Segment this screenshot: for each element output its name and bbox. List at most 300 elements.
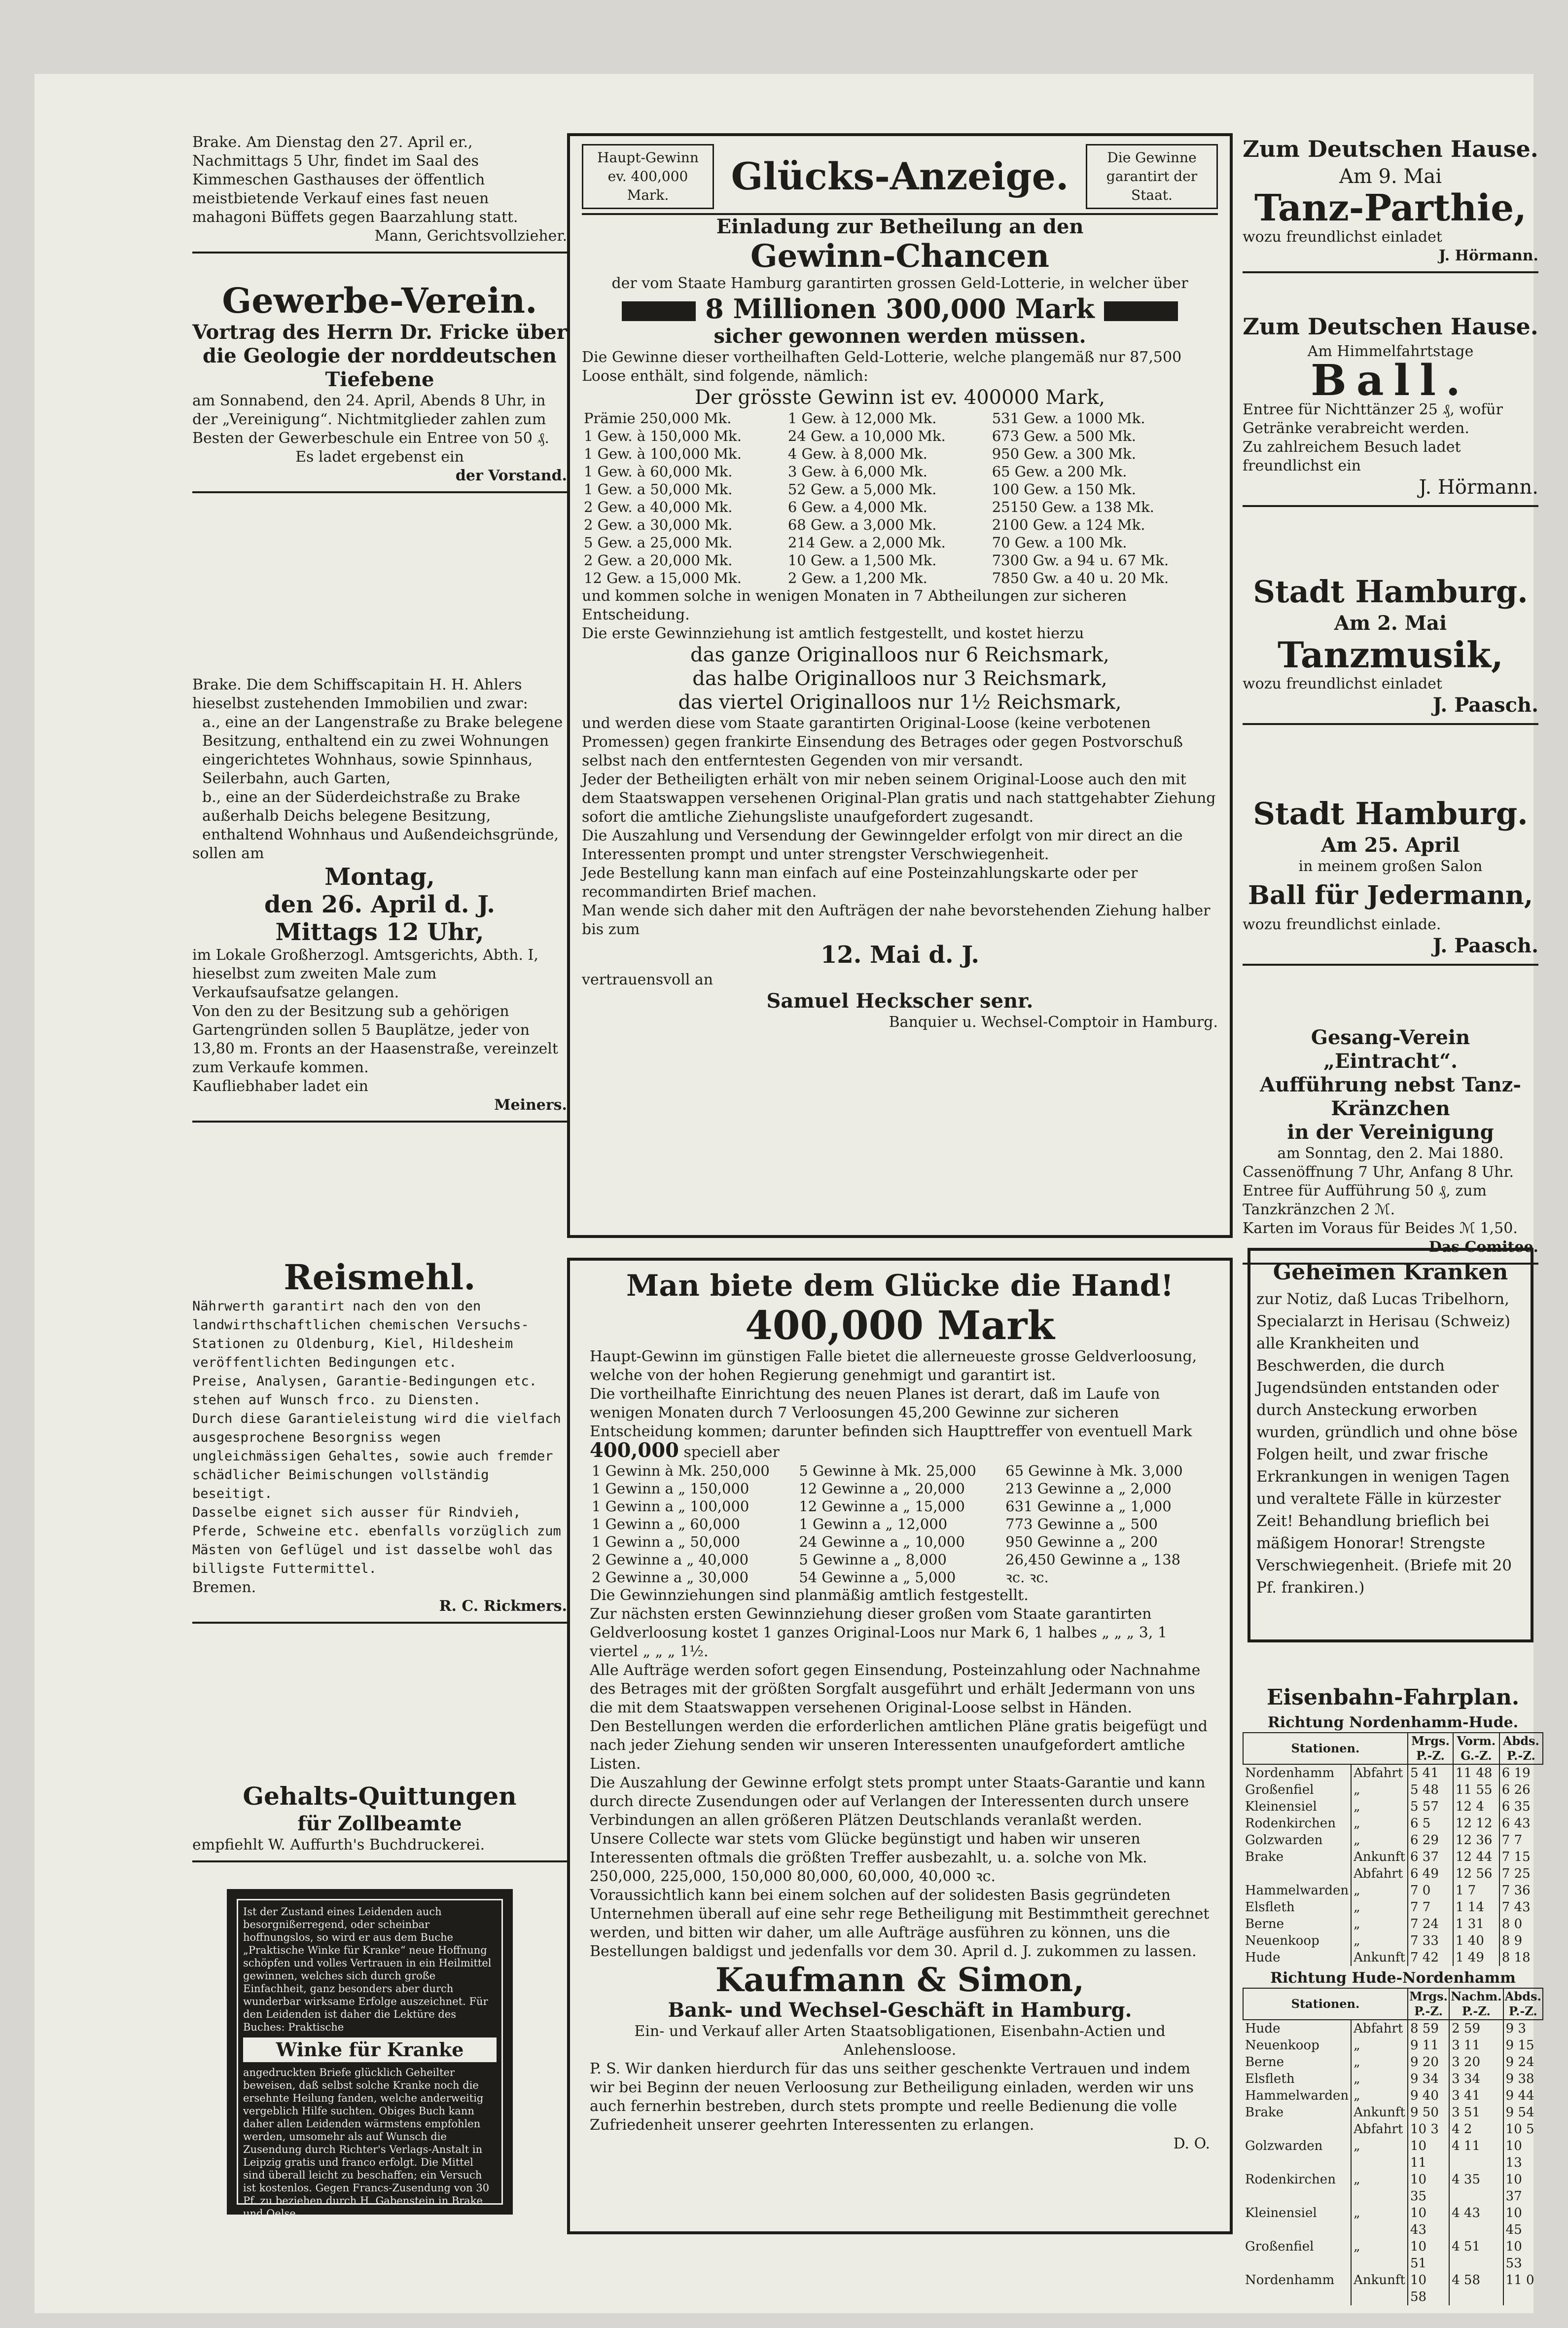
- fahrplan-2-row: [1243, 2037, 1543, 2054]
- fahrplan-1-row: [1243, 1798, 1543, 1815]
- fahrplan-1-cell: „: [1351, 1916, 1408, 1932]
- fahrplan-1-cell: 8 9: [1499, 1932, 1543, 1949]
- fahrplan-2-cell: 4 11: [1449, 2138, 1503, 2171]
- gluecks-para8: Man wende sich daher mit den Aufträgen der nahe bevorstehenden Ziehung halber bis zum: [582, 902, 1211, 938]
- brake-immobilien-signature: Meiners.: [494, 1096, 567, 1114]
- gluecks-prize-cell: 1 Gew. a 50,000 Mk.: [584, 481, 733, 498]
- ad-brake-immobilien: [192, 676, 567, 1128]
- fahrplan-2-row: [1243, 2104, 1543, 2121]
- fahrplan-2-cell: 2 59: [1449, 2020, 1503, 2037]
- dh2-body2: Zu zahlreichem Besuch ladet freundlichst ein: [1243, 438, 1461, 474]
- fahrplan-1-cell: 12 12: [1453, 1815, 1499, 1832]
- fahrplan-2-cell: „: [1351, 2054, 1408, 2071]
- fahrplan-1-cell: 7 0: [1408, 1882, 1453, 1899]
- brake-auction-signature: Mann, Gerichtsvollzieher.: [374, 227, 567, 245]
- hand-prize-cell: 1 Gewinn a „ 50,000: [592, 1533, 740, 1550]
- ad-gesang-verein: [1243, 1026, 1538, 1271]
- dh2-event: Ball.: [1311, 356, 1470, 405]
- fahrplan-2-cell: 10 58: [1408, 2272, 1449, 2305]
- fahrplan-2-cell: 9 54: [1503, 2104, 1543, 2121]
- fahrplan-1-cell: 6 49: [1408, 1865, 1453, 1882]
- fahrplan-2-cell: 3 34: [1449, 2071, 1503, 2087]
- fahrplan-2-cell: 3 20: [1449, 2054, 1503, 2071]
- ad-stadt-hamburg-2: [1243, 794, 1538, 972]
- ges-title: Gesang-Verein „Eintracht“.: [1311, 1026, 1470, 1073]
- fahrplan-1-cell: 1 49: [1453, 1949, 1499, 1966]
- fahrplan-1-cell: 11 55: [1453, 1782, 1499, 1798]
- fahr-title: Eisenbahn-Fahrplan.: [1266, 1685, 1520, 1710]
- gluecks-prize-row: [582, 551, 1218, 569]
- black-bar-left: [622, 301, 696, 321]
- fahrplan-1-cell: „: [1351, 1832, 1408, 1849]
- gluecks-prize-cell: 950 Gew. a 300 Mk.: [992, 445, 1136, 462]
- fahrplan-2-cell: Elsfleth: [1245, 2072, 1295, 2086]
- fahrplan-1-cell: 12 4: [1453, 1798, 1499, 1815]
- hand-para6: Den Bestellungen werden die erforderlichen amtlichen Pläne gratis beigefügt und nach jeder Ziehung senden wir unseren Interessenten unaufgefordert amtliche Listen.: [590, 1718, 1208, 1773]
- fahr-dir1: Richtung Nordenhamm-Hude.: [1267, 1714, 1519, 1731]
- gluecks-prize-cell: 7300 Gw. a 94 u. 67 Mk.: [992, 552, 1169, 569]
- fahrplan-1-cell: 7 43: [1499, 1899, 1543, 1916]
- dh1-event: Tanz-Parthie,: [1254, 187, 1527, 229]
- hand-title: Man biete dem Glücke die Hand!: [626, 1269, 1174, 1303]
- fahrplan-1-row: [1243, 1916, 1543, 1932]
- fahrplan-2-cell: Großenfiel: [1245, 2239, 1314, 2254]
- column-right: [1243, 133, 1568, 2304]
- fahrplan-1-row: [1243, 1832, 1543, 1849]
- hand-firm3: Ein- und Verkauf aller Arten Staatsobligationen, Eisenbahn-Actien und Anlehensloose.: [634, 2023, 1166, 2059]
- fahrplan-1-cell: „: [1351, 1815, 1408, 1832]
- kranke-title: Winke für Kranke: [243, 2037, 497, 2062]
- fahrplan-2-cell: 4 35: [1449, 2171, 1503, 2205]
- fahrplan-2-cell: [1243, 2121, 1351, 2138]
- hand-prize-cell: 54 Gewinne a „ 5,000: [799, 1569, 956, 1586]
- divider: [192, 1860, 567, 1862]
- fahrplan-2-row: [1243, 2020, 1543, 2037]
- gluecks-prize-cell: 673 Gew. a 500 Mk.: [992, 428, 1136, 444]
- gluecks-prize-cell: 3 Gew. à 6,000 Mk.: [787, 463, 927, 480]
- divider: [192, 1121, 567, 1123]
- gluecks-prize-cell: 531 Gew. a 1000 Mk.: [992, 410, 1145, 427]
- gewerbe-subtitle: Vortrag des Herrn Dr. Fricke über die Geologie der norddeutschen Tiefebene: [192, 321, 567, 391]
- hand-firm: Kaufmann & Simon,: [715, 1961, 1085, 1999]
- fahrplan-2-cell: 9 50: [1408, 2104, 1449, 2121]
- fahrplan-1-cell: Abfahrt: [1351, 1865, 1408, 1882]
- ad-brake-auction: [192, 133, 567, 259]
- fahrplan-1-cell: Elsfleth: [1245, 1900, 1295, 1915]
- gluecks-prize-row: [582, 463, 1218, 480]
- fahrplan-2-cell: 10 13: [1503, 2138, 1543, 2171]
- fahrplan-2-row: [1243, 2071, 1543, 2087]
- gluecks-right-box: Die Gewinne garantirt der Staat.: [1086, 144, 1218, 209]
- gluecks-left-box: Haupt-Gewinn ev. 400,000 Mark.: [582, 144, 714, 209]
- reismehl-body4: Dasselbe eignet sich ausser für Rindvieh, Pferde, Schweine etc. ebenfalls vorzüglich zum Mästen von Geflügel und ist dasselbe wohl das billigste Futtermittel.: [192, 1505, 561, 1576]
- fahrplan-2-cell: 9 44: [1503, 2087, 1543, 2104]
- gehalt-body: empfiehlt W. Auffurth's Buchdruckerei.: [192, 1836, 485, 1854]
- gluecks-prize-cell: 1 Gew. à 60,000 Mk.: [584, 463, 733, 480]
- gluecks-prize-cell: 100 Gew. a 150 Mk.: [992, 481, 1136, 498]
- fahrplan-1-header-cell: Mrgs. P.-Z.: [1408, 1733, 1453, 1764]
- fahrplan-2-cell: 11 0: [1503, 2272, 1543, 2305]
- fahrplan-2-cell: Berne: [1245, 2055, 1284, 2070]
- black-bar-right: [1104, 301, 1178, 321]
- hand-prize-cell: 631 Gewinne a „ 1,000: [1005, 1498, 1172, 1515]
- newspaper-page: [35, 74, 1541, 2313]
- fahrplan-2-row: [1243, 2121, 1543, 2138]
- divider: [1243, 505, 1538, 507]
- fahrplan-2-cell: Nordenhamm: [1245, 2273, 1335, 2288]
- hand-ps: P. S. Wir danken hierdurch für das uns seither geschenkte Vertrauen und indem wir bei Beginn der neuen Verloosung zur Betheiligung einladen, werden wir uns auch fernerhin bestreben, durch stets prompte und reelle Bedienung die volle Zufriedenheit unserer geehrten Interessenten zu erlangen.: [590, 2060, 1194, 2134]
- fahrplan-1-cell: 5 57: [1408, 1798, 1453, 1815]
- hand-prize-row: [590, 1497, 1210, 1515]
- ad-deutsches-haus-2: [1243, 311, 1538, 513]
- fahrplan-2-header-row: [1243, 1988, 1543, 2020]
- fahrplan-2-header-cell: Stationen.: [1243, 1988, 1408, 2020]
- fahrplan-2-header-cell: Mrgs. P.-Z.: [1408, 1988, 1449, 2020]
- sh2-signature: J. Paasch.: [1432, 934, 1538, 957]
- reismehl-body2: Preise, Analysen, Garantie-Bedingungen etc. stehen auf Wunsch frco. zu Diensten.: [192, 1374, 537, 1408]
- fahrplan-2-cell: 9 38: [1503, 2071, 1543, 2087]
- gluecks-prize-cell: 1 Gew. à 12,000 Mk.: [787, 410, 937, 427]
- gluecks-prize-cell: 7850 Gw. a 40 u. 20 Mk.: [992, 570, 1169, 586]
- fahrplan-1-row: [1243, 1882, 1543, 1899]
- fahrplan-1-cell: 6 37: [1408, 1849, 1453, 1865]
- hand-para7: Die Auszahlung der Gewinne erfolgt stets prompt unter Staats-Garantie und kann durch directe Zusendungen oder auf Verlangen der Interessenten durch unsere Verbindungen an allen größeren Plätzen Deutschlands veranlaßt werden.: [590, 1774, 1206, 1829]
- hand-prize-cell: 1 Gewinn à Mk. 250,000: [592, 1462, 770, 1479]
- gluecks-prize-table: [582, 409, 1218, 587]
- hand-prize-cell: 1 Gewinn a „ 60,000: [592, 1516, 740, 1532]
- gluecks-millionen: [582, 293, 1218, 325]
- ad-reismehl: [192, 1258, 567, 1630]
- fahrplan-2-cell: 9 40: [1408, 2087, 1449, 2104]
- fahrplan-1-cell: Golzwarden: [1245, 1833, 1323, 1848]
- gehalt-subtitle: für Zollbeamte: [297, 1812, 462, 1835]
- fahrplan-1-cell: 7 15: [1499, 1849, 1543, 1865]
- gluecks-prize-row: [582, 427, 1218, 445]
- ges-sub2: in der Vereinigung: [1287, 1121, 1494, 1144]
- fahrplan-1-row: [1243, 1782, 1543, 1798]
- gluecks-lotterie: der vom Staate Hamburg garantirten grossen Geld-Lotterie, in welcher über: [611, 275, 1188, 292]
- gluecks-signature: Samuel Heckscher senr.: [766, 989, 1033, 1013]
- fahrplan-2-cell: Kleinensiel: [1245, 2206, 1317, 2220]
- ad-geheimen-kranken: [1247, 1248, 1533, 1642]
- gluecks-prize-cell: 2 Gew. a 40,000 Mk.: [584, 499, 733, 515]
- hand-prize-cell: 5 Gewinne à Mk. 25,000: [799, 1462, 976, 1479]
- gluecks-vertrauens: vertrauensvoll an: [582, 971, 713, 988]
- dh1-date: Am 9. Mai: [1339, 165, 1442, 188]
- gluecks-millionen-text: 8 Millionen 300,000 Mark: [705, 293, 1095, 325]
- gluecks-title: Glücks-Anzeige.: [731, 154, 1069, 198]
- fahrplan-1-cell: 6 19: [1499, 1764, 1543, 1782]
- dh2-body: Entree für Nichttänzer 25 ₰, wofür Getränke verabreicht werden.: [1243, 401, 1503, 437]
- fahrplan-2-header-cell: Abds. P.-Z.: [1503, 1988, 1543, 2020]
- reismehl-body: Nährwerth garantirt nach den von den landwirthschaftlichen chemischen Versuchs-Stationen zu Oldenburg, Kiel, Hildesheim veröffentlichten Bedingungen etc.: [192, 1299, 529, 1370]
- fahrplan-2-cell: 4 43: [1449, 2205, 1503, 2238]
- gluecks-prize-cell: 12 Gew. a 15,000 Mk.: [584, 570, 742, 586]
- divider: [1243, 271, 1538, 273]
- fahrplan-2-cell: 9 34: [1408, 2071, 1449, 2087]
- fahrplan-2-cell: 10 43: [1408, 2205, 1449, 2238]
- gluecks-prize-cell: Prämie 250,000 Mk.: [584, 410, 732, 427]
- hand-prize-cell: 2 Gewinne a „ 40,000: [592, 1551, 749, 1568]
- fahrplan-2-cell: „: [1351, 2138, 1408, 2171]
- fahrplan-1-row: [1243, 1949, 1543, 1966]
- fahrplan-2-cell: Hude: [1245, 2021, 1281, 2036]
- sh2-invite: wozu freundlichst einlade.: [1243, 916, 1441, 933]
- hand-prize-cell: 12 Gewinne a „ 20,000: [799, 1480, 965, 1497]
- gluecks-prize-cell: 68 Gew. a 3,000 Mk.: [787, 516, 937, 533]
- fahrplan-1-cell: 6 29: [1408, 1832, 1453, 1849]
- fahrplan-2-cell: 3 41: [1449, 2087, 1503, 2104]
- gluecks-prize-row: [582, 480, 1218, 498]
- hand-amount: 400,000 Mark: [745, 1302, 1055, 1348]
- gluecks-prize-cell: 70 Gew. a 100 Mk.: [992, 534, 1127, 551]
- fahrplan-2-cell: 9 24: [1503, 2054, 1543, 2071]
- brake-immobilien-day: Montag,: [324, 863, 435, 891]
- gewerbe-body: am Sonnabend, den 24. April, Abends 8 Uhr, in der „Vereinigung“. Nichtmitglieder zahlen zum Besten der Gewerbeschule ein Entree von 50 ₰.: [192, 392, 549, 447]
- gluecks-prize-cell: 2 Gew. a 1,200 Mk.: [787, 570, 927, 586]
- hand-speciell: speciell aber: [683, 1444, 780, 1461]
- hand-para5: Alle Aufträge werden sofort gegen Einsendung, Posteinzahlung oder Nachnahme des Betrages mit der größten Sorgfalt ausgeführt und erhält Jedermann von uns die mit dem Staatswappen versehenen Original-Loose selbst in Händen.: [590, 1662, 1201, 1716]
- ad-eisenbahn-fahrplan: [1243, 1682, 1543, 2305]
- fahrplan-2-row: [1243, 2171, 1543, 2205]
- hand-prize-cell: 1 Gewinn a „ 12,000: [799, 1516, 948, 1532]
- brake-immobilien-time: Mittags 12 Uhr,: [275, 918, 484, 946]
- gluecks-prize-cell: 52 Gew. a 5,000 Mk.: [787, 481, 937, 498]
- gluecks-los2: das halbe Originalloos nur 3 Reichsmark,: [692, 667, 1107, 690]
- fahrplan-1-cell: „: [1351, 1782, 1408, 1798]
- ges-sub: Aufführung nebst Tanz-Kränzchen: [1260, 1073, 1521, 1120]
- hand-prize-cell: 24 Gewinne a „ 10,000: [799, 1533, 965, 1550]
- gluecks-prize-cell: 1 Gew. à 150,000 Mk.: [584, 428, 742, 444]
- gluecks-prize-row: [582, 445, 1218, 463]
- fahrplan-2-cell: 8 59: [1408, 2020, 1449, 2037]
- dh1-invite: wozu freundlichst einladet: [1243, 228, 1442, 246]
- fahrplan-1-cell: 7 36: [1499, 1882, 1543, 1899]
- kranke-head: Ist der Zustand eines Leidenden auch besorgnißerregend, oder scheinbar hoffnungslos, so wird er aus dem Buche „Praktische Winke für Kranke“ neue Hoffnung schöpfen und volles Vertrauen in ein Heilmittel gewinnen, welches sich durch große Einfachheit, ganz besonders aber durch wunderbar wirksame Erfolge auszeichnet. Für den Leidenden ist daher die Lektüre des Buches: Praktische: [243, 1906, 492, 2033]
- gluecks-para6: Die Auszahlung und Versendung der Gewinngelder erfolgt von mir direct an die Interessenten prompt und unter strengster Verschwiegenheit.: [582, 827, 1183, 863]
- gluecks-para: Die Gewinne dieser vortheilhaften Geld-Lotterie, welche plangemäß nur 87,500 Loose enthält, sind folgende, nämlich:: [582, 349, 1182, 385]
- hand-prize-row: [590, 1462, 1210, 1480]
- gluecks-prize-row: [582, 409, 1218, 427]
- fahrplan-2-cell: 9 11: [1408, 2037, 1449, 2054]
- gluecks-prize-cell: 5 Gew. a 25,000 Mk.: [584, 534, 733, 551]
- fahrplan-2-header-cell: Nachm. P.-Z.: [1449, 1988, 1503, 2020]
- divider: [192, 1622, 567, 1624]
- gluecks-para7: Jede Bestellung kann man einfach auf eine Posteinzahlungskarte oder per recommandirten Brief machen.: [582, 865, 1138, 901]
- reismehl-signature: R. C. Rickmers.: [439, 1598, 567, 1615]
- fahrplan-1-cell: 6 26: [1499, 1782, 1543, 1798]
- fahrplan-1-cell: Ankunft: [1351, 1849, 1408, 1865]
- fahrplan-1-cell: 7 25: [1499, 1865, 1543, 1882]
- hand-prize-row: [590, 1568, 1210, 1586]
- fahrplan-2-cell: Ankunft: [1351, 2104, 1408, 2121]
- fahrplan-1-cell: 11 48: [1453, 1764, 1499, 1782]
- hand-prize-cell: 773 Gewinne a „ 500: [1005, 1516, 1158, 1532]
- ad-winke-fuer-kranke: [227, 1889, 513, 2219]
- fahrplan-1-cell: 7 24: [1408, 1916, 1453, 1932]
- dh2-title: Zum Deutschen Hause.: [1243, 313, 1538, 340]
- fahrplan-1-cell: Hude: [1245, 1950, 1281, 1965]
- fahrplan-2-cell: „: [1351, 2238, 1408, 2272]
- fahrplan-2-row: [1243, 2238, 1543, 2272]
- fahrplan-1-cell: 6 43: [1499, 1815, 1543, 1832]
- hand-para8: Unsere Collecte war stets vom Glücke begünstigt und haben wir unseren Interessenten oftmals die größten Treffer ausbezahlt, u. a. solche von Mk. 250,000, 225,000, 150,000 80,000, 60,000, 40,000 ꝛc.: [590, 1830, 1147, 1885]
- fahrplan-1-cell: 5 41: [1408, 1764, 1453, 1782]
- hand-400: 400,000: [590, 1439, 679, 1462]
- gluecks-prize-cell: 25150 Gew. a 138 Mk.: [992, 499, 1154, 515]
- fahrplan-2-cell: Ankunft: [1351, 2272, 1408, 2305]
- hand-400-line: [590, 1441, 1210, 1462]
- fahrplan-table-1: [1243, 1732, 1543, 1966]
- reismehl-place: Bremen.: [192, 1579, 256, 1596]
- gluecks-los3: das viertel Originalloos nur 1½ Reichsmark,: [678, 691, 1122, 714]
- brake-immobilien-date: den 26. April d. J.: [264, 891, 495, 918]
- ad-deutsches-haus-1: [1243, 133, 1538, 279]
- fahrplan-2-cell: 10 53: [1503, 2238, 1543, 2272]
- hand-prize-cell: 950 Gewinne a „ 200: [1005, 1533, 1158, 1550]
- sh2-sub: in meinem großen Salon: [1298, 858, 1483, 875]
- dh2-date: Am Himmelfahrtstage: [1307, 343, 1474, 360]
- fahrplan-1-cell: 7 7: [1408, 1899, 1453, 1916]
- fahrplan-1-cell: Hammelwarden: [1245, 1883, 1349, 1898]
- fahrplan-1-row: [1243, 1815, 1543, 1832]
- fahrplan-1-row: [1243, 1932, 1543, 1949]
- fahrplan-1-cell: „: [1351, 1932, 1408, 1949]
- gluecks-prize-cell: 10 Gew. a 1,500 Mk.: [787, 552, 937, 569]
- fahrplan-2-cell: „: [1351, 2171, 1408, 2205]
- gluecks-date: 12. Mai d. J.: [820, 941, 980, 969]
- fahrplan-2-cell: 4 58: [1449, 2272, 1503, 2305]
- hand-para3: Die Gewinnziehungen sind planmäßig amtlich festgestellt.: [590, 1587, 1029, 1604]
- gluecks-prize-row: [582, 516, 1218, 534]
- sh1-event: Tanzmusik,: [1278, 634, 1503, 676]
- fahrplan-1-header-cell: Vorm. G.-Z.: [1453, 1733, 1499, 1764]
- ad-stadt-hamburg-1: [1243, 572, 1538, 731]
- fahrplan-1-cell: 7 33: [1408, 1932, 1453, 1949]
- fahrplan-1-cell: „: [1351, 1899, 1408, 1916]
- gluecks-prize-cell: 2100 Gew. a 124 Mk.: [992, 516, 1145, 533]
- hand-prize-table: [590, 1462, 1210, 1586]
- brake-immobilien-intro: Brake. Die dem Schiffscapitain H. H. Ahlers hieselbst zustehenden Immobilien und zwar:: [192, 676, 528, 712]
- gewerbe-invite: Es ladet ergebenst ein: [295, 448, 464, 466]
- gluecks-groesste: Der grösste Gewinn ist ev. 400000 Mark,: [694, 386, 1105, 409]
- fahrplan-1-cell: 1 14: [1453, 1899, 1499, 1916]
- gluecks-para4: und werden diese vom Staate garantirten Original-Loose (keine verbotenen Promessen) gegen frankirte Einsendung des Betrages oder gegen Postvorschuß selbst nach den entferntesten Gegenden von mir versandt.: [582, 715, 1183, 769]
- brake-immobilien-b: b., eine an der Süderdeichstraße zu Brake außerhalb Deichs belegene Besitzung, enthaltend Wohnhaus und Außendeichsgründe,: [202, 789, 559, 843]
- fahrplan-1-cell: 7 7: [1499, 1832, 1543, 1849]
- fahrplan-2-row: [1243, 2054, 1543, 2071]
- fahrplan-1-cell: „: [1351, 1798, 1408, 1815]
- fahrplan-1-cell: Großenfiel: [1245, 1782, 1314, 1797]
- fahrplan-2-cell: 10 45: [1503, 2205, 1543, 2238]
- ges-body3: Karten im Voraus für Beides ℳ 1,50.: [1243, 1220, 1518, 1237]
- sh1-title: Stadt Hamburg.: [1253, 574, 1528, 610]
- gluecks-prize-cell: 4 Gew. à 8,000 Mk.: [787, 445, 927, 462]
- column-middle: [567, 133, 1238, 2234]
- gluecks-signature2: Banquier u. Wechsel-Comptoir in Hamburg.: [889, 1014, 1218, 1031]
- fahrplan-1-cell: 1 7: [1453, 1882, 1499, 1899]
- dh1-signature: J. Hörmann.: [1438, 247, 1538, 264]
- fahrplan-2-cell: 9 20: [1408, 2054, 1449, 2071]
- hand-prize-row: [590, 1533, 1210, 1551]
- brake-immobilien-sollen: sollen am: [192, 845, 264, 862]
- fahrplan-2-cell: 10 37: [1503, 2171, 1543, 2205]
- hand-prize-cell: 65 Gewinne à Mk. 3,000: [1005, 1462, 1183, 1479]
- hand-prize-row: [590, 1551, 1210, 1568]
- ges-signature: Das Comitee.: [1428, 1238, 1538, 1256]
- gluecks-prize-cell: 65 Gew. a 200 Mk.: [992, 463, 1127, 480]
- hand-para2: Die vortheilhafte Einrichtung des neuen Planes ist derart, daß im Laufe von wenigen Monaten durch 7 Verloosungen 45,200 Gewinne zur sicheren Entscheidung kommen; darunter befinden sich Haupttreffer von eventuell Mark: [590, 1385, 1192, 1440]
- gehalt-title: Gehalts-Quittungen: [243, 1782, 517, 1811]
- fahrplan-1-row: [1243, 1865, 1543, 1882]
- fahrplan-1-cell: „: [1351, 1882, 1408, 1899]
- gluecks-para5: Jeder der Betheiligten erhält von mir neben seinem Original-Loose auch den mit dem Staatswappen versehenen Original-Plan gratis und nach stattgehabter Ziehung sofort die amtliche Ziehungsliste unaufgefordert zugesandt.: [582, 771, 1216, 826]
- fahrplan-2-cell: 3 51: [1449, 2104, 1503, 2121]
- divider: [1243, 723, 1538, 725]
- sh2-title: Stadt Hamburg.: [1253, 796, 1528, 832]
- gluecks-prize-row: [582, 569, 1218, 587]
- fahrplan-2-cell: 3 11: [1449, 2037, 1503, 2054]
- gluecks-prize-row: [582, 534, 1218, 551]
- gluecks-prize-cell: 24 Gew. a 10,000 Mk.: [787, 428, 946, 444]
- fahrplan-1-header-cell: Abds. P.-Z.: [1499, 1733, 1543, 1764]
- gluecks-prize-cell: 2 Gew. a 30,000 Mk.: [584, 516, 733, 533]
- divider: [1243, 964, 1538, 966]
- ges-date: am Sonntag, den 2. Mai 1880.: [1277, 1145, 1504, 1162]
- divider: [192, 491, 567, 493]
- hand-para4: Zur nächsten ersten Gewinnziehung dieser großen vom Staate garantirten Geldverloosung kostet 1 ganzes Original-Loos nur Mark 6, 1 halbes „ „ „ 3, 1 viertel „ „ „ 1½.: [590, 1605, 1167, 1660]
- fahrplan-2-row: [1243, 2272, 1543, 2305]
- reismehl-title: Reismehl.: [284, 1257, 476, 1298]
- fahrplan-2-cell: Abfahrt: [1351, 2121, 1408, 2138]
- gluecks-para3: Die erste Gewinnziehung ist amtlich festgestellt, und kostet hierzu: [582, 625, 1084, 642]
- fahrplan-1-cell: 8 0: [1499, 1916, 1543, 1932]
- gewerbe-signature: der Vorstand.: [455, 467, 567, 484]
- sh1-date: Am 2. Mai: [1334, 612, 1447, 635]
- fahrplan-1-cell: 5 48: [1408, 1782, 1453, 1798]
- fahrplan-2-row: [1243, 2205, 1543, 2238]
- gewerbe-title: Gewerbe-Verein.: [222, 280, 537, 321]
- brake-immobilien-invite: Kaufliebhaber ladet ein: [192, 1078, 368, 1095]
- sh2-date: Am 25. April: [1321, 834, 1460, 857]
- fahrplan-2-cell: Rodenkirchen: [1245, 2172, 1336, 2187]
- fahrplan-1-cell: Berne: [1245, 1917, 1284, 1931]
- hand-prize-row: [590, 1480, 1210, 1497]
- fahrplan-2-row: [1243, 2087, 1543, 2104]
- fahrplan-1-row: [1243, 1899, 1543, 1916]
- gluecks-prize-cell: 214 Gew. a 2,000 Mk.: [787, 534, 946, 551]
- fahrplan-2-cell: 10 5: [1503, 2121, 1543, 2138]
- fahrplan-2-cell: „: [1351, 2205, 1408, 2238]
- ad-gehalts-quittungen: [192, 1781, 567, 1868]
- fahrplan-2-cell: 10 51: [1408, 2238, 1449, 2272]
- sh1-signature: J. Paasch.: [1432, 693, 1538, 717]
- hand-para1: Haupt-Gewinn im günstigen Falle bietet die allerneueste grosse Geldverloosung, welche von der hohen Regierung genehmigt und garantirt ist.: [590, 1348, 1197, 1384]
- gluecks-para2: und kommen solche in wenigen Monaten in 7 Abtheilungen zur sicheren Entscheidung.: [582, 587, 1127, 623]
- hand-prize-cell: 1 Gewinn a „ 150,000: [592, 1480, 749, 1497]
- fahrplan-1-cell: 8 18: [1499, 1949, 1543, 1966]
- fahrplan-2-cell: Golzwarden: [1245, 2139, 1323, 2153]
- hand-prize-cell: 12 Gewinne a „ 15,000: [799, 1498, 965, 1515]
- fahrplan-2-cell: Brake: [1245, 2105, 1284, 2120]
- fahrplan-1-cell: [1243, 1865, 1351, 1882]
- fahrplan-1-header-cell: Stationen.: [1243, 1733, 1408, 1764]
- hand-do: D. O.: [1173, 2135, 1210, 2152]
- hand-prize-cell: 5 Gewinne a „ 8,000: [799, 1551, 947, 1568]
- fahrplan-1-cell: Rodenkirchen: [1245, 1816, 1336, 1831]
- fahrplan-1-row: [1243, 1849, 1543, 1865]
- kranke-body: angedruckten Briefe glücklich Geheilter beweisen, daß selbst solche Kranke noch die ersehnte Heilung fanden, welche anderweitig vergeblich Hilfe suchten. Obiges Buch kann daher allen Leidenden wärmstens empfohlen werden, umsomehr als auf Wunsch die Zusendung durch Richter's Verlags-Anstalt in Leipzig gratis und franco erfolgt. Die Mittel sind überall leicht zu beschaffen; ein Versuch ist kostenlos. Gegen Francs-Zusendung von 30 Pf. zu beziehen durch H. Gabenstein in Brake und Oelse.: [243, 2067, 490, 2219]
